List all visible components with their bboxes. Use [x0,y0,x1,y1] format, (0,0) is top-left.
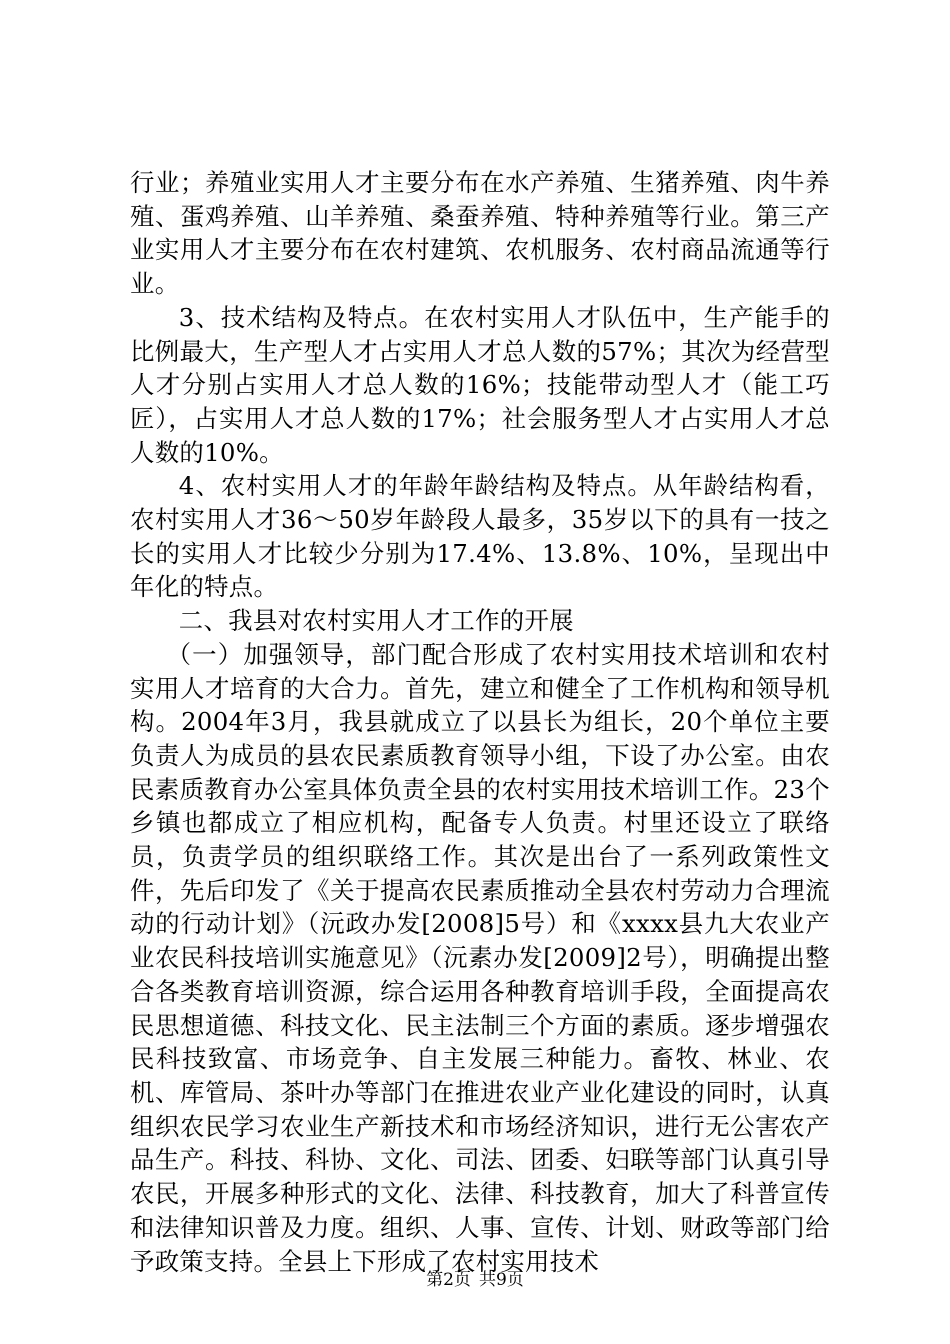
paragraph-2: 3、技术结构及特点。在农村实用人才队伍中，生产能手的比例最大，生产型人才占实用人才总人数的57%；其次为经营型人才分别占实用人才总人数的16%；技能带动型人才（能工巧匠），占实用人才总人数的17%；社会服务型人才占实用人才总人数的10%。 [130,302,830,467]
paragraph-1: 行业；养殖业实用人才主要分布在水产养殖、生猪养殖、肉牛养殖、蛋鸡养殖、山羊养殖、桑蚕养殖、特种养殖等行业。第三产业实用人才主要分布在农村建筑、农机服务、农村商品流通等行业。 [130,168,830,299]
paragraph-3: 4、农村实用人才的年龄年龄结构及特点。从年龄结构看，农村实用人才36～50岁年龄段人最多，35岁以下的具有一技之长的实用人才比较少分别为17.4%、13.8%、10%，呈现出中年化的特点。 [130,471,830,602]
section-heading: 二、我县对农村实用人才工作的开展 [178,606,574,636]
document-body [130,166,830,1278]
page-number: 第2页 [426,1270,471,1290]
page-footer [0,1268,950,1292]
page-total: 共9页 [479,1270,524,1290]
paragraph-4: （一）加强领导，部门配合形成了农村实用技术培训和农村实用人才培育的大合力。首先，建立和健全了工作机构和领导机构。2004年3月，我县就成立了以县长为组长，20个单位主要负责人为成员的县农民素质教育领导小组，下设了办公室。由农民素质教育办公室具体负责全县的农村实用技术培训工作。23个乡镇也都成立了相应机构，配备专人负责。村里还设立了联络员，负责学员的组织联络工作。其次是出台了一系列政策性文件，先后印发了《关于提高农民素质推动全县农村劳动力合理流动的行动计划》（沅政办发[2008]5号）和《xxxx县九大农业产业农民科技培训实施意见》（沅素办发[2009]2号），明确提出整合各类教育培训资源，综合运用各种教育培训手段，全面提高农民思想道德、科技文化、民主法制三个方面的素质。逐步增强农民科技致富、市场竞争、自主发展三种能力。畜牧、林业、农机、库管局、茶叶办等部门在推进农业产业化建设的同时，认真组织农民学习农业生产新技术和市场经济知识，进行无公害农产品生产。科技、科协、文化、司法、团委、妇联等部门认真引导农民，开展多种形式的文化、法律、科技教育，加大了科普宣传和法律知识普及力度。组织、人事、宣传、计划、财政等部门给予政策支持。全县上下形成了农村实用技术 [130,639,830,1276]
